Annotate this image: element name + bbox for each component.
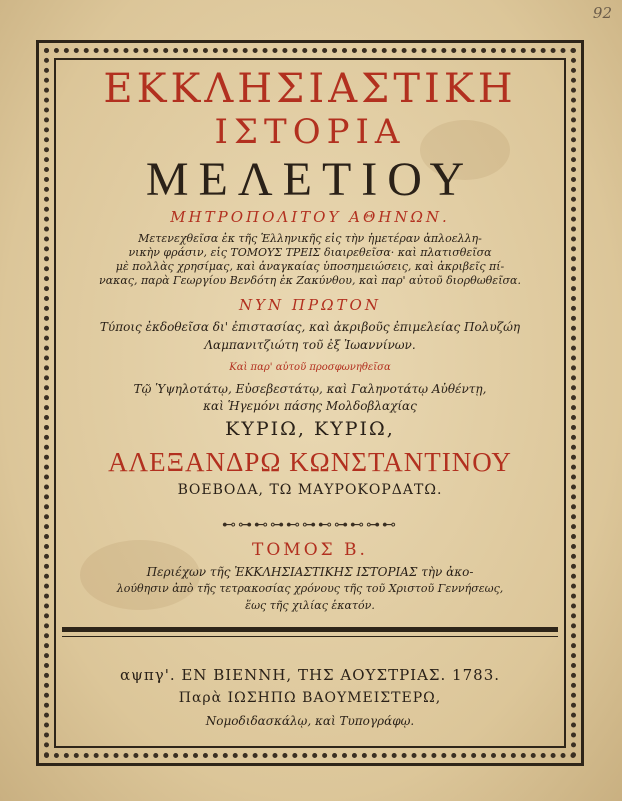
- double-rule-thick: [62, 627, 558, 632]
- dedication-line-1: Τῷ Ὑψηλοτάτῳ, Εὐσεβεστάτῳ, καὶ Γαληνοτάτῳ Αὐθέντῃ,: [133, 382, 487, 396]
- edition-line-1: Τύποις ἐκδοθεῖσα δι' ἐπιστασίας, καὶ ἀκριβοῦς ἐπιμελείας Πολυζώη: [99, 320, 521, 334]
- title-line-1: ΕΚΚΛΗΣΙΑΣΤΙΚΗ: [103, 66, 517, 112]
- double-rule-thin: [62, 636, 558, 637]
- imprint-place-date: αψπγ'. ΕΝ ΒΙΕΝΝΗ, ΤΗΣ ΑΟΥΣΤΡΙΑΣ. 1783.: [119, 666, 501, 684]
- folio-number: 92: [592, 4, 612, 22]
- author-name: ΜΕΛΕΤΙΟΥ: [145, 153, 475, 206]
- volume-line-3: ἕως τῆς χιλίας ἑκατόν.: [245, 599, 375, 612]
- volume-heading: ΤΟΜΟΣ Β.: [252, 540, 368, 560]
- edition-heading: ΝΥΝ ΠΡΩΤΟΝ: [239, 296, 381, 314]
- volume-line-1: Περιέχων τῆς ἘΚΚΛΗΣΙΑΣΤΙΚΗΣ ΙΣΤΟΡΙΑΣ τὴν ἀκο-: [146, 565, 474, 579]
- dedicatee-title: ΒΟΕΒΟΔΑ, ΤΩ ΜΑΥΡΟΚΟΡΔΑΤΩ.: [177, 482, 443, 498]
- volume-line-2: λούθησιν ἀπὸ τῆς τετρακοσίας χρόνους τῆς τοῦ Χριστοῦ Γεννήσεως,: [116, 582, 504, 595]
- title-page-content: [58, 62, 562, 744]
- dedication-intro: Καὶ παρ' αὐτοῦ προσφωνηθεῖσα: [229, 362, 391, 373]
- imprint-printer-title: Νομοδιδασκάλῳ, καὶ Τυπογράφῳ.: [205, 714, 415, 728]
- dedication-line-2: καὶ Ἡγεμόνι πάσης Μολδοβλαχίας: [203, 399, 417, 413]
- dedication-kyrio: ΚΥΡΙΩ, ΚΥΡΙΩ,: [225, 418, 395, 440]
- title-line-2: ΙΣΤΟΡΙΑ: [214, 112, 406, 152]
- description-line-1: Μετενεχθεῖσα ἐκ τῆς Ἑλληνικῆς εἰς τὴν ἡμετέραν ἁπλοελλη-: [138, 232, 482, 245]
- edition-line-2: Λαμπανιτζιώτη τοῦ ἐξ Ἰωαννίνων.: [204, 338, 416, 352]
- imprint-printer: Παρὰ ΙΩΣΗΠΩ ΒΑΟΥΜΕΙΣΤΕΡΩ,: [178, 690, 442, 706]
- description-line-4: νακας, παρὰ Γεωργίου Βενδότη ἐκ Ζακύνθου, καὶ παρ' αὐτοῦ διορθωθεῖσα.: [99, 274, 521, 287]
- ornamental-rule: ⊷⊶⊷⊶⊷⊶⊷⊶⊷⊶⊷: [222, 517, 398, 533]
- dedicatee-name: ΑΛΕΞΑΝΔΡΩ ΚΩΝΣΤΑΝΤΙΝΟΥ: [108, 447, 512, 477]
- author-title: ΜΗΤΡΟΠΟΛΙΤΟΥ ΑΘΗΝΩΝ.: [170, 208, 450, 226]
- description-line-2: νικὴν φράσιν, εἰς ΤΟΜΟΥΣ ΤΡΕΙΣ διαιρεθεῖσα· καὶ πλατισθεῖσα: [128, 246, 492, 259]
- description-line-3: μὲ πολλὰς χρησίμας, καὶ ἀναγκαίας ὑποσημειώσεις, καὶ ἀκριβεῖς πί-: [115, 260, 505, 273]
